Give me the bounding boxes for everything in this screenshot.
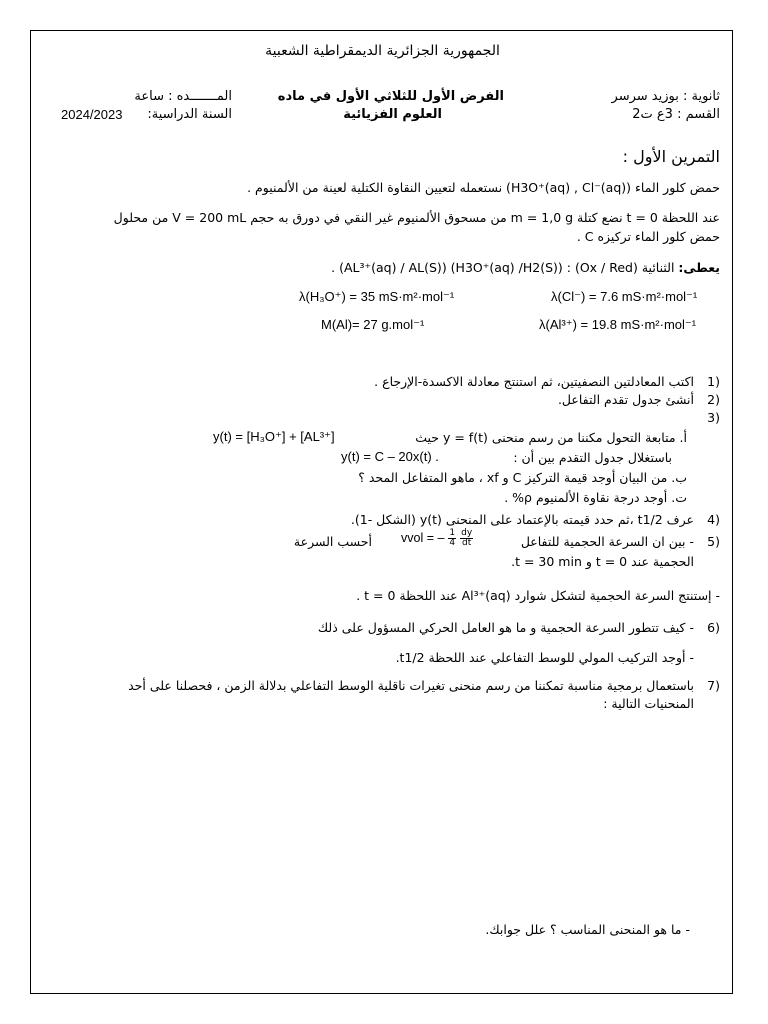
question-5-line2: الحجمية عند t = 0 و t = 30 min. bbox=[511, 554, 694, 569]
exercise-title: التمرين الأول : bbox=[622, 147, 720, 166]
given-couples-line bbox=[331, 259, 720, 276]
class-label: القسم : 3ع ت2 bbox=[632, 107, 720, 122]
vvol-symbol: vvol = – bbox=[401, 531, 445, 545]
question-3a-part2: باستغلال جدول التقدم بين أن : bbox=[513, 450, 672, 465]
setup-line-1: عند اللحظة t = 0 نضع كتلة m = 1,0 g من مسحوق الألمنيوم غير النقي في دورق به حجم V = 200 mL من محلول bbox=[113, 210, 720, 225]
given-label: يعطى: bbox=[678, 260, 720, 275]
question-5-number: 5) bbox=[707, 534, 720, 549]
question-4: عرف t1/2 ،ثم حدد قيمته بالإعتماد على المنحنى y(t) (الشكل -1). bbox=[350, 512, 694, 527]
lambda-cl: λ(Cl⁻) = 7.6 mS·m²·mol⁻¹ bbox=[551, 289, 698, 304]
question-2: أنشئ جدول تقدم التفاعل. bbox=[557, 392, 694, 407]
question-3a-formula: y(t) = [H₃O⁺] + [AL³⁺] bbox=[213, 429, 335, 444]
exam-page bbox=[30, 30, 733, 994]
question-7-number: 7) bbox=[707, 678, 720, 693]
question-6b: - أوجد التركيب المولي للوسط التفاعلي عند اللحظة t1/2. bbox=[395, 650, 694, 665]
question-1-number: 1) bbox=[707, 374, 720, 389]
question-5-calc: أحسب السرعة bbox=[293, 534, 372, 549]
final-question: - ما هو المنحنى المناسب ؟ علل جوابك. bbox=[485, 922, 690, 937]
fraction-one-quarter: $\frac{1}{4}$ bbox=[449, 528, 456, 548]
question-6: - كيف تتطور السرعة الحجمية و ما هو العامل الحركي المسؤول على ذلك bbox=[317, 620, 694, 635]
question-5-formula bbox=[401, 529, 473, 548]
exam-duration: المـــــــده : ساعة bbox=[134, 89, 232, 104]
question-7-line1: باستعمال برمجية مناسبة تمكننا من رسم منحنى تغيرات ناقلية الوسط التفاعلي بدلالة الزمن ، فحصلنا على أحد bbox=[128, 678, 694, 693]
question-3a: أ. متابعة التحول مكننا من رسم منحنى y = f(t) حيث bbox=[415, 430, 687, 445]
question-2-number: 2) bbox=[707, 392, 720, 407]
question-5-text: - بين ان السرعة الحجمية للتفاعل bbox=[520, 534, 694, 549]
question-3b: ب. من البيان أوجد قيمة التركيز C و xf ، ماهو المتفاعل المحد ؟ bbox=[358, 470, 687, 485]
question-6-number: 6) bbox=[707, 620, 720, 635]
school-year: 2024/2023 bbox=[61, 107, 123, 122]
subject-label: العلوم الفزيائية bbox=[343, 107, 442, 122]
question-4-number: 4) bbox=[707, 512, 720, 527]
school-name: ثانوية : بوزيد سرسر bbox=[611, 89, 720, 104]
fraction-dy-dt: $\frac{dy}{dt}$ bbox=[461, 528, 473, 548]
year-label: السنة الدراسية: bbox=[147, 107, 232, 122]
question-3a-part2-formula: y(t) = C – 20x(t) . bbox=[341, 449, 439, 464]
question-3-number: 3) bbox=[707, 410, 720, 425]
exercise-intro: حمض كلور الماء (H3O⁺(aq) , Cl⁻(aq)) نستعمله لتعيين النقاوة الكتلية لعينة من الألمنيوم . bbox=[247, 180, 720, 195]
republic-title: الجمهورية الجزائرية الديمقراطية الشعبية bbox=[265, 43, 500, 59]
exam-title: الفرض الأول للثلاثي الأول في ماده bbox=[277, 89, 504, 104]
given-couples: الثنائية (Ox / Red) : (H3O⁺(aq) /H2(S)) (AL³⁺(aq) / AL(S)) . bbox=[331, 260, 675, 275]
question-1: اكتب المعادلتين النصفيتين، ثم استنتج معادلة الاكسدة-الإرجاع . bbox=[374, 374, 694, 389]
lambda-h3o: λ(H₃O⁺) = 35 mS·m²·mol⁻¹ bbox=[299, 289, 455, 304]
question-5b: - إستنتج السرعة الحجمية لتشكل شوارد Al³⁺(aq) عند اللحظة t = 0 . bbox=[356, 588, 720, 603]
setup-line-2: حمض كلور الماء تركيزه C . bbox=[576, 229, 720, 244]
molar-mass-al: M(Al)= 27 g.mol⁻¹ bbox=[321, 317, 425, 332]
question-7-line2: المنحنيات التالية : bbox=[603, 696, 694, 711]
lambda-al: λ(Al³⁺) = 19.8 mS·m²·mol⁻¹ bbox=[539, 317, 697, 332]
question-3c: ت. أوجد درجة نقاوة الألمنيوم ρ% . bbox=[504, 490, 687, 505]
